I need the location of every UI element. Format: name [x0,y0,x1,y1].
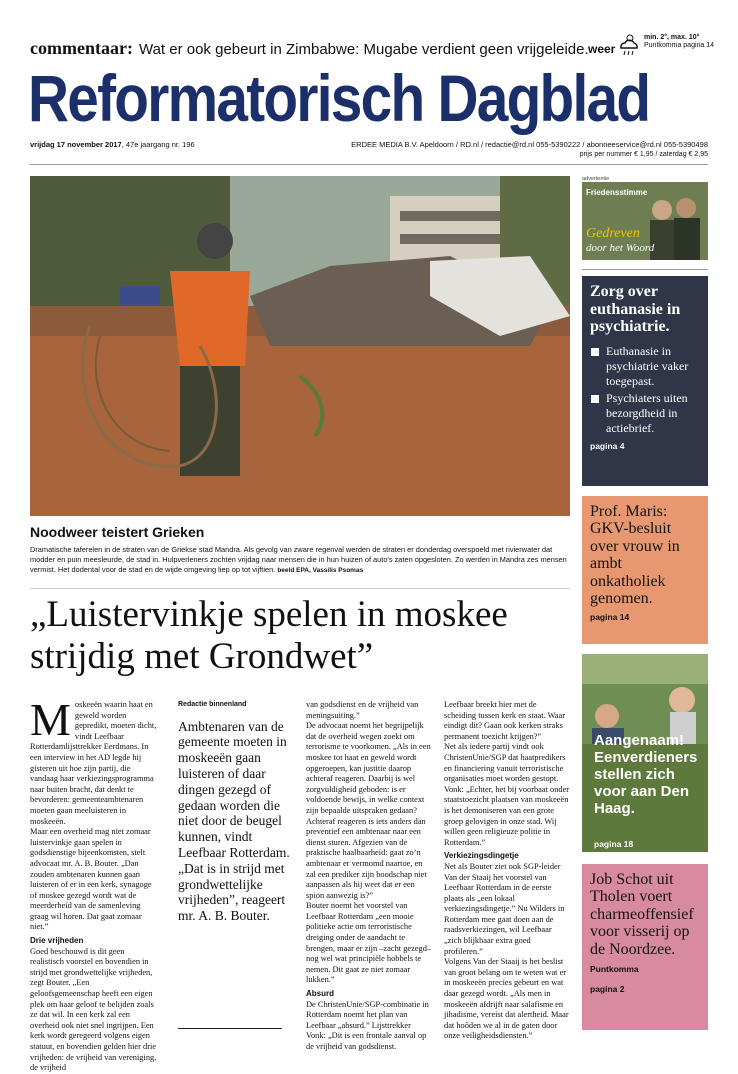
divider [30,588,570,589]
lead-photo[interactable] [30,176,570,516]
teaser-title: Aangenaam! Eenverdieners stellen zich voor aan Den Haag. [594,732,698,817]
teaser-bullet: Psychiaters uiten bezorgdheid in actiebrief. [590,391,700,436]
advertisement-label: advertentie [582,176,610,182]
article-column-3 [306,700,432,1053]
article-paragraph: Leefbaar breekt hier met de scheiding tussen kerk en staat. Waar eindigt dit? Gaan ook kerken straks permanent toezicht krijgen?” [444,700,566,741]
cloud-rain-icon [616,32,642,58]
teaser-page: pagina 2 [590,984,625,995]
teaser-page: pagina 4 [590,440,625,451]
price-info: prijs per nummer € 1,95 / zaterdag € 2,95 [579,151,708,158]
divider [178,1028,282,1029]
article-column-2 [178,700,290,924]
photo-caption-title[interactable]: Noodweer teistert Grieken [30,524,205,540]
article-paragraph: Maar een overheid mag niet zomaar luistervinkje gaan spelen in godsdienstige bijeenkomsten, stelt advocaat mr. A. B. Bouter. „Dan zouden ambtenaren kunnen gaan luisteren of er in een kerk, synagoge of moskee gezegd wordt wat de meerderheid van de samenleving graag wil horen. Dat gaat zomaar niet.” [30,827,152,932]
advertisement-title: Gedreven [586,226,640,241]
teaser-title: Zorg over euthanasie in psychiatrie. [590,283,681,335]
teaser-page: pagina 14 [590,612,630,623]
subheading: Drie vrijheden [30,936,84,946]
subheading: Verkiezingsdingetje [444,851,519,861]
issue-edition: 47e jaargang nr. 196 [125,140,195,149]
photo-credit: beeld EPA, Vassilis Psomas [277,567,364,574]
article-paragraph: Volgens Van der Staaij is het beslist van groot belang om te weten wat er in moskeeën precies gebeurt en wat daar gezegd wordt. „Als men in moskeeën afdrijft naar salafisme en jihadisme, vereist dat alertheid. Maar dat hoôden we al in de gaten door onze veiligheidsdiensten.” [444,957,569,1041]
divider [582,269,708,270]
weather-widget[interactable] [588,32,715,60]
teaser-bullet: Euthanasie in psychiatrie vaker toegepast. [590,344,700,389]
article-column-1 [30,694,158,1074]
commentaar-teaser[interactable] [30,38,589,59]
issue-date: vrijdag 17 november 2017 [30,140,122,149]
main-headline[interactable]: „Luistervinkje spelen in moskee strijdig met Grondwet” [30,594,508,677]
article-intro: oskeeën waarin haat en geweld worden gepredikt, moeten dicht, vindt Leefbaar Rotterdamlijsttrekker Eerdmans. In een interview in het AD legde hij gisteren uit hoe zijn partij, die vandaag haar verkiezingsprogramma naar buiten bracht, dat denkt te bevorderen: gemeenteambtenaren moeten gaan meeluisteren in moskeeën. [30,700,157,826]
article-paragraph: De ChristenUnie/SGP-combinatie in Rotterdam noemt het plan van Leefbaar „absurd.” Lijsttrekker Vonk: „Dit is een frontale aanval op de vrijheid van godsdienst. [306,999,429,1051]
commentaar-text: Wat er ook gebeurt in Zimbabwe: Mugabe verdient geen vrijgeleide. [138,41,589,58]
publisher-info: ERDEE MEDIA B.V. Apeldoorn / RD.nl / redactie@rd.nl 055-5390222 / abonneeservice@rd.nl 055-5390498 [351,140,708,149]
teaser-euthanasie[interactable] [582,276,708,486]
advertisement-subtitle: door het Woord [586,242,655,254]
subheading: Absurd [306,989,334,999]
teaser-page: pagina 18 [594,839,634,849]
divider [30,164,708,165]
article-column-4 [444,700,570,1042]
teaser-section: Puntkomma [590,964,639,975]
teaser-bullets [590,344,700,436]
teaser-maris[interactable] [582,496,708,644]
article-paragraph: Net als iedere partij vindt ook ChristenUnie/SGP dat haatpredikers en financiering vanuit terroristische organisaties moet worden gestopt. Vonk: „Echter, het bij voorbaat onder staatstoezicht plaatsen van moskeeën is het demoniseren van een grote groep gelovigen in onze stad. Wij willen geen religieuze politie in Rotterdam.” [444,742,570,847]
photo-caption-text [30,545,570,576]
teaser-eenverdieners[interactable] [582,654,708,852]
commentaar-label: commentaar: [30,38,133,58]
teaser-title: Prof. Maris: GKV-besluit over vrouw in ambt onkatholiek genomen. [590,503,680,608]
advertiser-logo: Friedensstimme [586,188,648,197]
article-paragraph: De advocaat noemt het begrijpelijk dat de overheid wegen zoekt om terrorisme te voorkomen. „Als in een moskee tot haat en geweld wordt opgeroepen, kan justitie daarop achteraf reageren. Daarbij is wel zorgvuldigheid geboden: is er voldoende bewijs, in welke context zijn bepaalde uitspraken gedaan? Achteraf reageren is iets anders dan preventief een ambtenaar naar een dienst sturen. Afgezien van de praktische haalbaarheid: gaat zo’n ambtenaar er vermomd naartoe, en zal een prediker zijn boodschap niet aanpassen als hij weet dat er een spion aanwezig is?” [306,721,431,900]
byline: Redactie binnenland [178,701,247,708]
caption-body: Dramatische taferelen in de straten van de Griekse stad Mandra. Als gevolg van zware regenval werden de straten er donderdag overspoeld met rivierwater dat modder en puin meesleurde, de stad in. Hulpverleners zochten vrijdag naar mensen die in hun huizen of auto's zaten opgesloten. Zo werden in Mandra zes mensen vermist. Het dodental voor de stad en de wijde omgeving liep op tot vijftien. [30,545,567,574]
teaser-title: Job Schot uit Tholen voert charmeoffensief voor visserij op de Noordzee. [590,871,694,958]
drop-cap: M [30,694,71,745]
masthead: Reformatorisch Dagblad [28,61,650,135]
weather-temp: min. 2°, max. 10° [644,34,700,41]
article-paragraph: Goed beschouwd is dit geen realistisch voorstel en bovendien in strijd met grondwettelijke vrijheden, zegt Bouter. „Een geloofsgemeenschap heeft een eigen plek om haar geloof te belijden zoals ze dat wil. In een kerk zal een overheid ook niet snel ingrijpen. Een kerk wordt geregeerd volgens eigen statuut, en bovendien gelden hier drie vrijheden: de vrijheid van vereniging, de vrijheid [30,946,157,1073]
advertisement[interactable] [582,182,708,260]
weather-label: weer [588,42,616,56]
teaser-job-schot[interactable] [582,864,708,1030]
article-paragraph: Bouter noemt het voorstel van Leefbaar Rotterdam „een mooie politieke actie om terroristische dreiging onder de aandacht te brengen, maar er zijn –zacht gezegd– nog wel wat principiële hobbels te nemen. Dit gaat ze niet zomaar lukken.” [306,901,432,985]
weather-ref: Puntkomma pagina 14 [644,42,715,49]
dateline: vrijdag 17 november 2017, 47e jaargang nr. 196 [30,140,195,149]
teaser-photo [582,654,708,744]
article-paragraph: Net als Bouter ziet ook SGP-leider Van der Staaij het voorstel van Leefbaar Rotterdam in de eerste plaats als „een lokaal verkiezingsdingetje.” Nu Wilders in Rotterdam mee gaat doen aan de raadsverkiezingen, wil Leefbaar „zich blijkbaar extra goed profileren.” [444,861,565,956]
article-paragraph: van godsdienst en de vrijheid van meningsuiting.” [306,700,419,720]
pull-quote: Ambtenaren van de gemeente moeten in moskeeën gaan luisteren of daar dingen gezegd of gedaan worden die niet door de beugel kunnen, vindt Leefbaar Rotterdam. „Dat is in strijd met grondwettelijke vrijheden”, reageert mr. A. B. Bouter. [178,718,290,924]
